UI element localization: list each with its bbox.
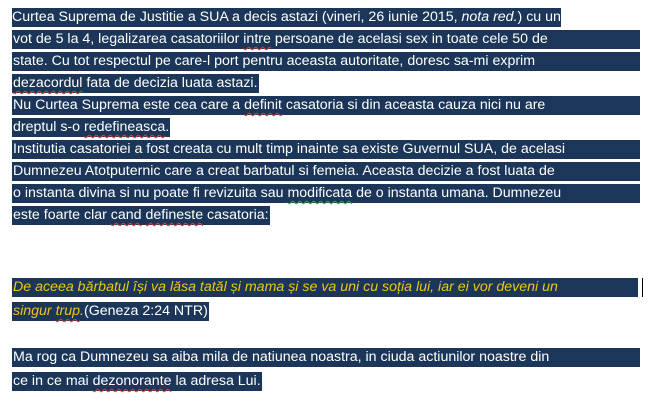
text-run: state. Cu tot respectul pe care-l port pentru aceasta autoritate, doresc sa-mi exprim <box>12 52 640 71</box>
text-cursor <box>642 278 643 297</box>
text-run: Curtea Suprema de Justitie a SUA a decis astazi (vineri, 26 iunie 2015, nota red.) cu un <box>12 9 561 25</box>
text-line <box>12 74 259 93</box>
quote-text: singur trup.(Geneza 2:24 NTR) <box>13 303 208 319</box>
spellcheck-word: cand <box>110 207 142 223</box>
grammar-word: modificata <box>287 185 353 201</box>
text-run: vot de 5 la 4, legalizarea casatoriilor intre persoane de acelasi sex in toate cele 50 de <box>12 30 640 49</box>
text-run: Dumnezeu Atotputernic care a creat barbatul si femeia. Aceasta decizie a fost luata de <box>12 162 640 181</box>
spellcheck-word: intre <box>243 31 271 47</box>
quote-text: De aceea bărbatul își va lăsa tatăl și mama și se va uni cu soția lui, iar ei vor deveni un <box>12 278 638 297</box>
spellcheck-word: redefineasca <box>83 119 166 135</box>
text-line <box>12 206 270 225</box>
text-line <box>12 372 262 391</box>
text-line <box>12 184 638 203</box>
spellcheck-word: dezacordul <box>13 75 83 91</box>
text-run: este foarte clar cand defineste casatoria: <box>13 207 269 223</box>
text-run: Nu Curtea Suprema este cea care a definit casatoria si din aceasta cauza nici nu are <box>12 96 640 115</box>
text-run: dezacordul fata de decizia luata astazi. <box>13 75 258 91</box>
text-line <box>12 348 638 367</box>
text-line <box>12 30 638 49</box>
spellcheck-word: definit <box>244 97 282 113</box>
text-line <box>12 140 638 159</box>
text-line <box>12 162 638 181</box>
text-line <box>12 8 638 27</box>
spellcheck-word: defineste <box>145 207 204 223</box>
text-line <box>12 118 170 137</box>
quote-line <box>12 302 209 321</box>
quote-reference: (Geneza 2:24 NTR) <box>84 303 208 319</box>
spellcheck-word: dezonorante <box>92 373 172 389</box>
text-line <box>12 96 638 115</box>
italic-note: nota red. <box>461 9 518 25</box>
text-run: ce in ce mai dezonorante la adresa Lui. <box>13 373 261 389</box>
text-run: dreptul s-o redefineasca. <box>13 119 170 135</box>
spellcheck-word: trup <box>55 303 81 319</box>
text-line <box>12 52 638 71</box>
quote-line <box>12 278 642 297</box>
text-run: o instanta divina si nu poate fi revizuita sau modificata de o instanta umana. Dumnezeu <box>12 184 640 203</box>
text-run: Institutia casatoriei a fost creata cu mult timp inainte sa existe Guvernul SUA, de acelasi <box>12 140 640 159</box>
text-run: Ma rog ca Dumnezeu sa aiba mila de natiunea noastra, in ciuda actiunilor noastre din <box>12 348 640 367</box>
